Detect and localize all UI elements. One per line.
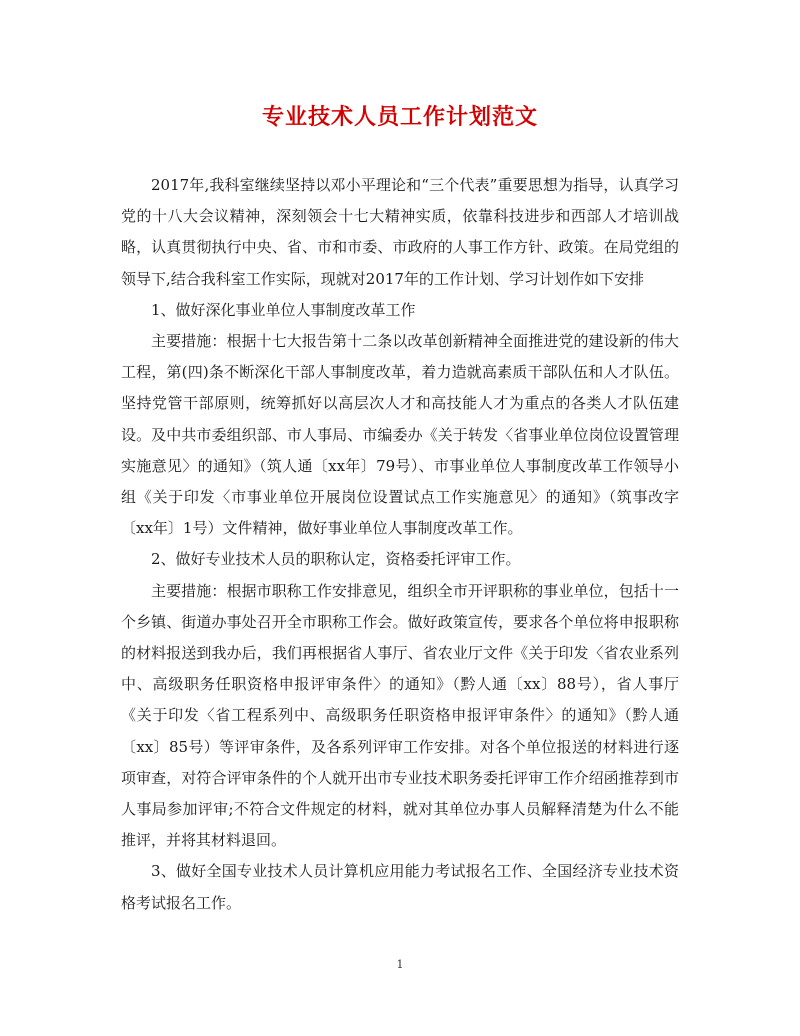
paragraph-measures-2: 主要措施：根据市职称工作安排意见，组织全市开评职称的事业单位，包括十一个乡镇、街道办事处召开全市职称工作会。做好政策宣传，要求各个单位将申报职称的材料报送到我办后，我们再根据省人事厅、省农业厅文件《关于印发〈省农业系列中、高级职务任职资格申报评审条件〉的通知》（黔人通〔xx〕88号），省人事厅《关于印发〈省工程系列中、高级职务任职资格申报评审条件〉的通知》（黔人通〔xx〕85号）等评审条件，及各系列评审工作安排。对各个单位报送的材料进行逐项审查，对符合评审条件的个人就开出市专业技术职务委托评审工作介绍函推荐到市人事局参加评审;不符合文件规定的材料，就对其单位办事人员解释清楚为什么不能推评，并将其材料退回。 xyxy=(121,581,679,850)
document-body xyxy=(121,170,679,919)
paragraph-heading-3: 3、做好全国专业技术人员计算机应用能力考试报名工作、全国经济专业技术资格考试报名工作。 xyxy=(121,862,679,912)
document-title: 专业技术人员工作计划范文 xyxy=(261,104,538,130)
paragraph-heading-2: 2、做好专业技术人员的职称认定，资格委托评审工作。 xyxy=(151,550,521,569)
paragraph-measures-1: 主要措施：根据十七大报告第十二条以改革创新精神全面推进党的建设新的伟大工程，第(四)条不断深化干部人事制度改革，着力造就高素质干部队伍和人才队伍。坚持党管干部原则，统筹抓好以高层次人才和高技能人才为重点的各类人才队伍建设。及中共市委组织部、市人事局、市编委办《关于转发〈省事业单位岗位设置管理实施意见〉的通知》（筑人通〔xx年〕79号）、市事业单位人事制度改革工作领导小组《关于印发〈市事业单位开展岗位设置试点工作实施意见〉的通知》（筑事改字〔xx年〕1号）文件精神，做好事业单位人事制度改革工作。 xyxy=(121,332,679,538)
paragraph-intro: 2017年,我科室继续坚持以邓小平理论和“三个代表”重要思想为指导，认真学习党的十八大会议精神，深刻领会十七大精神实质，依靠科技进步和西部人才培训战略，认真贯彻执行中央、省、市和市委、市政府的人事工作方针、政策。在局党组的领导下,结合我科室工作实际，现就对2017年的工作计划、学习计划作如下安排 xyxy=(121,176,679,288)
page-number: 1 xyxy=(396,958,404,971)
paragraph-heading-1: 1、做好深化事业单位人事制度改革工作 xyxy=(151,300,416,319)
